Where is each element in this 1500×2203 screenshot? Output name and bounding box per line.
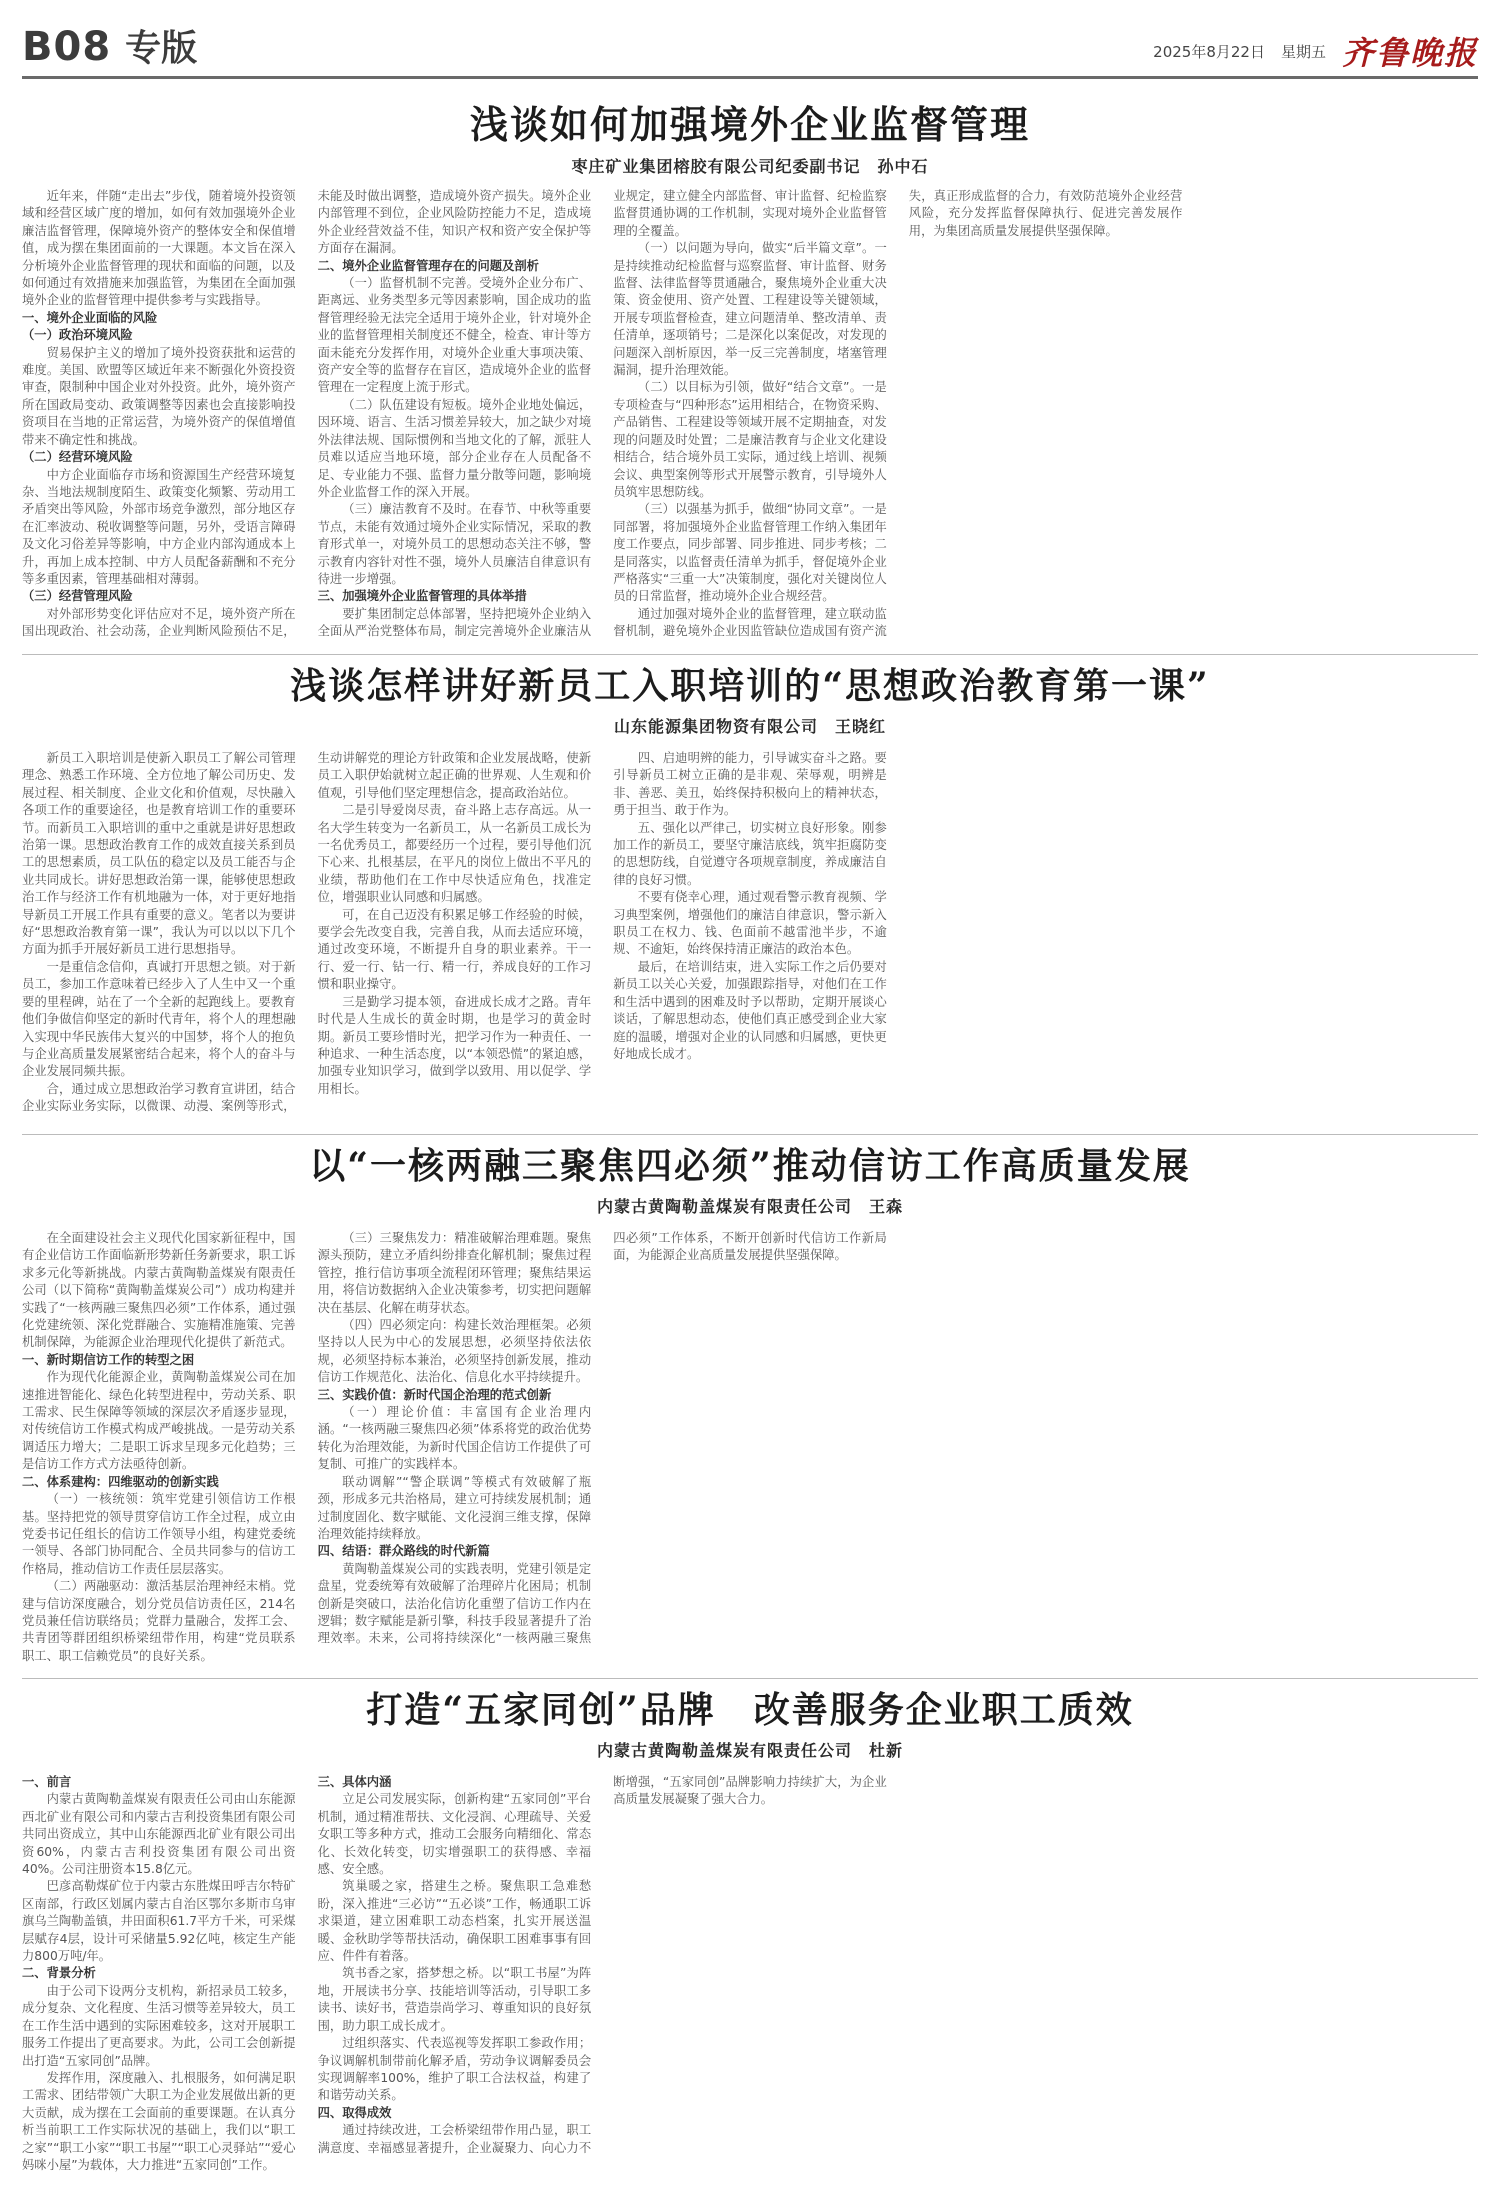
article-body [22,1774,1478,2178]
body-paragraph: 在全面建设社会主义现代化国家新征程中，国有企业信访工作面临新形势新任务新要求，职工诉求多元化等新挑战。内蒙古黄陶勒盖煤炭有限责任公司（以下简称“黄陶勒盖煤炭公司”）成功构建并实践了“一核两融三聚焦四必须”工作体系，通过强化党建统领、深化党群融合、实施精准施策、完善机制保障，为能源企业治理现代化提供了新范式。 [22,1231,296,1350]
masthead [22,14,1478,79]
section-subheading: 二、体系建构：四维驱动的创新实践 [22,1474,219,1489]
body-paragraph: 由于公司下设两分支机构，新招录员工较多，成分复杂、文化程度、生活习惯等差异较大，员工在工作生活中遇到的实际困难较多，这对开展职工服务工作提出了更高要求。为此，公司工会创新提出打造“五家同创”品牌。 [22,1983,296,2068]
article-headline: 浅谈怎样讲好新员工入职培训的“思想政治教育第一课” [290,665,1210,707]
body-paragraph: 贸易保护主义的增加了境外投资获批和运营的难度。美国、欧盟等区域近年来不断强化外资投资审查，限制种中国企业对外投资。此外，境外资产所在国政局变动、政策调整等因素也会直接影响投资项目在当地的正常运营，为境外资产的保值增值带来不确定性和挑战。 [22,345,296,447]
body-paragraph: 最后，在培训结束，进入实际工作之后仍要对新员工以关心关爱，加强跟踪指导，对他们在工作和生活中遇到的困难及时予以帮助，定期开展谈心谈话，了解思想动态，使他们真正感受到企业大家庭的温暖，增强对企业的认同感和归属感，更快更好地成长成才。 [613,959,887,1061]
article-byline: 内蒙古黄陶勒盖煤炭有限责任公司 杜新 [596,1741,903,1760]
body-paragraph: （二）两融驱动：激活基层治理神经末梢。党建与信访深度融合，划分党员信访责任区，214名党员兼任信访联络员；党群力量融合，发挥工会、共青团等群团组织桥梁纽带作用，构建“党员联系职工、职工信赖党员”的良好关系。 [22,1579,296,1663]
page-code: B08 [22,24,112,70]
body-paragraph: 中方企业面临存市场和资源国生产经营环境复杂、当地法规制度陌生、政策变化频繁、劳动用工矛盾突出等风险，外部市场竞争激烈，部分地区存在汇率波动、税收调整等问题，另外，受语言障碍及文化习俗差异等影响，中方企业内部沟通成本上升，再加上成本控制、中方人员配备薪酬和不充分等多重因素，管理基础相对薄弱。 [22,467,296,586]
body-paragraph: 内蒙古黄陶勒盖煤炭有限责任公司由山东能源西北矿业有限公司和内蒙古吉利投资集团有限公司共同出资成立，其中山东能源西北矿业有限公司出资60%，内蒙古吉利投资集团有限公司出资40%。公司注册资本15.8亿元。 [22,1792,296,1877]
body-paragraph: 一是重信念信仰，真诚打开思想之锁。对于新员工，参加工作意味着已经步入了人生中又一个重要的里程碑，站在了一个全新的起跑线上。要教育他们争做信仰坚定的新时代青年，将个人的理想融入实现中华民族伟大复兴的中国梦，将个人的抱负与企业高质量发展紧密结合起来，将个人的奋斗与企业发展同频共振。 [22,959,296,1079]
body-paragraph: （三）廉洁教育不及时。在春节、中秋等重要节点，未能有效通过境外企业实际情况，采取的教育形式单一，对境外员工的思想动态关注不够，警示教育内容针对性不强，境外人员廉洁自律意识有待进一步增强。 [317,502,592,586]
body-paragraph: 二是引导爱岗尽责，奋斗路上志存高远。从一名大学生转变为一名新员工，从一名新员工成长为一名优秀员工，都要经历一个过程，要引导他们沉下心来、扎根基层，在平凡的岗位上做出不平凡的业绩，帮助他们在工作中尽快适应角色，找准定位，增强职业认同感和归属感。 [317,803,592,905]
article-byline: 枣庄矿业集团榕胶有限公司纪委副书记 孙中石 [571,157,929,176]
body-paragraph: 巴彦高勒煤矿位于内蒙古东胜煤田呼吉尔特矿区南部，行政区划属内蒙古自治区鄂尔多斯市乌审旗乌兰陶勒盖镇，井田面积61.7平方千米，可采煤层赋存4层，设计可采储量5.92亿吨，核定生产能力800万吨/年。 [22,1879,296,1964]
body-paragraph: 三是勤学习提本领，奋进成长成才之路。青年时代是人生成长的黄金时期，也是学习的黄金时期。新员工要珍惜时光，把学习作为一种责任、一种追求、一种生活态度，以“本领恐慌”的紧迫感，加强专业知识学习，做到学以致用、用以促学、学用相长。 [317,994,592,1096]
paper-logo: 齐鲁晚报 [1341,34,1478,72]
article-body [22,750,1478,1124]
article-4 [22,1688,1478,2188]
masthead-left [22,20,197,71]
article-1 [22,102,1478,650]
body-paragraph: （一）一核统领：筑牢党建引领信访工作根基。坚持把党的领导贯穿信访工作全过程，成立由党委书记任组长的信访工作领导小组，构建党委统一领导、各部门协同配合、全员共同参与的信访工作格局，推动信访工作责任层层落实。 [22,1492,296,1576]
body-paragraph: （二）队伍建设有短板。境外企业地处偏远，因环境、语言、生活习惯差异较大，加之缺少对境外法律法规、国际惯例和当地文化的了解，派驻人员难以适应当地环境，部分企业存在人员配备不足、专业能力不强、监督力量分散等问题，影响境外企业监督工作的深入开展。 [317,397,592,499]
body-paragraph: 合，通过成立思想政治学习教育宣讲团，结合企业实际业务实际，以微课、动漫、案例等形式，生动讲解党的理论方针政策和企业发展战略，使新员工入职伊始就树立起正确的世界观、人生观和价值观，引导他们坚定理想信念，提高政治站位。 [22,751,592,1114]
body-paragraph: 通过加强对境外企业的监督管理，建立联动监督机制，避免境外企业因监管缺位造成国有资产流失，真正形成监督的合力，有效防范境外企业经营风险，充分发挥监督保障执行、促进完善发展作用，为集团高质量发展提供坚强保障。 [613,189,1183,639]
body-paragraph: 五、强化以严律己，切实树立良好形象。刚参加工作的新员工，要坚守廉洁底线，筑牢拒腐防变的思想防线，自觉遵守各项规章制度，养成廉洁自律的良好习惯。 [613,820,887,887]
section-name: 专版 [125,28,198,69]
body-paragraph: 作为现代化能源企业，黄陶勒盖煤炭公司在加速推进智能化、绿色化转型进程中，劳动关系、职工需求、民生保障等领域的深层次矛盾逐步显现，对传统信访工作模式构成严峻挑战。一是劳动关系调适压力增大；二是职工诉求呈现多元化趋势；三是信访工作方式方法亟待创新。 [22,1370,296,1472]
article-byline: 山东能源集团物资有限公司 王晓红 [613,717,886,736]
section-subheading: 三、实践价值：新时代国企治理的范式创新 [317,1387,552,1402]
body-paragraph: 筑书香之家，搭梦想之桥。以“职工书屋”为阵地，开展读书分享、技能培训等活动，引导职工多读书、读好书，营造崇尚学习、尊重知识的良好氛围，助力职工成长成才。 [317,1966,592,2033]
body-paragraph: 筑巢暖之家，搭建生之桥。聚焦职工急难愁盼，深入推进“三必访”“五必谈”工作，畅通职工诉求渠道，建立困难职工动态档案，扎实开展送温暖、金秋助学等帮扶活动，确保职工困难事事有回应、件件有着落。 [317,1879,592,1964]
section-subheading: 四、取得成效 [317,2105,392,2120]
section-subheading: 二、境外企业监督管理存在的问题及剖析 [317,258,539,273]
article-3 [22,1144,1478,1674]
section-subheading: （二）经营环境风险 [22,450,133,465]
body-paragraph: 新员工入职培训是使新入职员工了解公司管理理念、熟悉工作环境、全方位地了解公司历史、发展过程、相关制度、企业文化和价值观，尽快融入各项工作的重要途径，也是教育培训工作的重要环节。而新员工入职培训的重中之重就是讲好思想政治第一课。思想政治教育工作的成效直接关系到员工的思想素质，员工队伍的稳定以及员工能否与企业共同成长。讲好思想政治第一课，能够使思想政治工作与经济工作有机地融为一体，对于更好地指导新员工开展工作具有重要的意义。笔者以为要讲好“思想政治教育第一课”，我认为可以以以下几个方面为抓手开展好新员工进行思想指导。 [22,751,296,957]
section-subheading: 三、具体内涵 [317,1775,392,1789]
body-paragraph: （四）四必须定向：构建长效治理框架。必须坚持以人民为中心的发展思想，必须坚持依法依规，必须坚持标本兼治，必须坚持创新发展，推动信访工作规范化、法治化、信息化水平持续提升。 [317,1318,592,1385]
body-paragraph: 黄陶勒盖煤炭公司的实践表明，党建引领是定盘星，党委统筹有效破解了治理碎片化困局；机制创新是突破口，法治化信访化重塑了信访工作内在逻辑；数字赋能是新引擎，科技手段显著提升了治理效率。未来，公司将持续深化“一核两融三聚焦四必须”工作体系，不断开创新时代信访工作新局面，为能源企业高质量发展提供坚强保障。 [317,1231,887,1646]
article-byline: 内蒙古黄陶勒盖煤炭有限责任公司 王森 [596,1197,903,1216]
body-paragraph: （二）以目标为引领，做好“结合文章”。一是专项检查与“四种形态”运用相结合，在物资采购、产品销售、工程建设等领域开展不定期抽查，对发现的问题及时处置；二是廉洁教育与企业文化建设相结合，结合境外员工实际，通过线上培训、视频会议、典型案例等形式开展警示教育，引导境外人员筑牢思想防线。 [613,380,887,499]
section-subheading: 一、前言 [22,1775,72,1789]
article-headline: 浅谈如何加强境外企业监督管理 [469,102,1030,147]
body-paragraph: 四、启迪明辨的能力，引导诚实奋斗之路。要引导新员工树立正确的是非观、荣辱观，明辨是非、善恶、美丑，始终保持积极向上的精神状态，勇于担当、敢于作为。 [613,751,887,818]
section-subheading: 二、背景分析 [22,1966,96,1981]
section-subheading: 四、结语：群众路线的时代新篇 [317,1544,490,1559]
body-paragraph: 对外部形势变化评估应对不足，境外资产所在国出现政治、社会动荡，企业判断风险预估不足，未能及时做出调整，造成境外资产损失。境外企业内部管理不到位，企业风险防控能力不足，造成境外企业经营效益不佳，知识产权和资产安全保护等方面存在漏洞。 [22,189,592,639]
masthead-right [1153,28,1478,74]
article-divider [22,1678,1478,1679]
body-paragraph: 通过持续改进，工会桥梁纽带作用凸显，职工满意度、幸福感显著提升，企业凝聚力、向心力不断增强，“五家同创”品牌影响力持续扩大，为企业高质量发展凝聚了强大合力。 [317,1775,887,2155]
article-headline: 以“一核两融三聚焦四必须”推动信访工作高质量发展 [309,1145,1191,1187]
section-subheading: （一）政治环境风险 [22,328,133,343]
body-paragraph: 发挥作用，深度融入、扎根服务，如何满足职工需求、团结带领广大职工为企业发展做出新的更大贡献，成为摆在工会面前的重要课题。在认真分析当前职工工作实际状况的基础上，我们以“职工之家”“职工小家”“职工书屋”“职工心灵驿站”“爱心妈咪小屋”为载体，大力推进“五家同创”工作。 [22,2070,296,2172]
article-divider [22,654,1478,655]
article-divider [22,1134,1478,1135]
section-subheading: 一、境外企业面临的风险 [22,310,158,325]
article-body [22,188,1478,644]
body-paragraph: （一）监督机制不完善。受境外企业分布广、距离远、业务类型多元等因素影响，国企成功的监督管理经验无法完全适用于境外企业，针对境外企业的监督管理相关制度还不健全，检查、审计等方面未能充分发挥作用，对境外企业重大事项决策、资产安全等的监督存在盲区，造成境外企业的监督管理在一定程度上流于形式。 [317,276,592,395]
section-subheading: 一、新时期信访工作的转型之困 [22,1352,195,1367]
body-paragraph: 过组织落实、代表巡视等发挥职工参政作用；争议调解机制带前化解矛盾，劳动争议调解委员会实现调解率100%，维护了职工合法权益，构建了和谐劳动关系。 [317,2036,592,2103]
body-paragraph: 近年来，伴随“走出去”步伐，随着境外投资领域和经营区域广度的增加，如何有效加强境外企业廉洁监督管理，保障境外资产的整体安全和保值增值，成为摆在集团面前的一大课题。本文旨在深入分析境外企业监督管理的现状和面临的问题，以及如何通过有效措施来加强监管，为集团在全面加强境外企业的监督管理中提供参考与实践指导。 [22,189,296,308]
body-paragraph: （一）以问题为导向，做实“后半篇文章”。一是持续推动纪检监督与巡察监督、审计监督、财务监督、法律监督等贯通融合，聚焦境外企业重大决策、资金使用、资产处置、工程建设等关键领域，开展专项监督检查，建立问题清单、整改清单、责任清单，逐项销号；二是深化以案促改，对发现的问题深入剖析原因，举一反三完善制度，堵塞管理漏洞，提升治理效能。 [613,241,887,378]
body-paragraph: 要扩集团制定总体部署，坚持把境外企业纳入全面从严治党整体布局，制定完善境外企业廉洁从业规定，建立健全内部监督、审计监督、纪检监察监督贯通协调的工作机制，实现对境外企业监督管理的全覆盖。 [317,189,887,639]
body-paragraph: 联动调解”“警企联调”等模式有效破解了瓶颈，形成多元共治格局，建立可持续发展机制；通过制度固化、数字赋能、文化浸润三维支撑，保障治理效能持续释放。 [317,1474,592,1541]
issue-date: 2025年8月22日 [1153,42,1265,61]
body-paragraph: （三）以强基为抓手，做细“协同文章”。一是同部署，将加强境外企业监督管理工作纳入集团年度工作要点，同步部署、同步推进、同步考核；二是同落实，以监督责任清单为抓手，督促境外企业严格落实“三重一大”决策制度，强化对关键岗位人员的日常监督，推动境外企业合规经营。 [613,502,887,604]
article-headline: 打造“五家同创”品牌 改善服务企业职工质效 [366,1689,1134,1731]
article-2 [22,664,1478,1130]
body-paragraph: （三）三聚焦发力：精准破解治理难题。聚焦源头预防，建立矛盾纠纷排查化解机制；聚焦过程管控，推行信访事项全流程闭环管理；聚焦结果运用，将信访数据纳入企业决策参考，切实把问题解决在基层、化解在萌芽状态。 [317,1231,592,1315]
body-paragraph: （一）理论价值：丰富国有企业治理内涵。“一核两融三聚焦四必须”体系将党的政治优势转化为治理效能，为新时代国企信访工作提供了可复制、可推广的实践样本。 [317,1405,592,1472]
body-paragraph: 可，在自己迈没有积累足够工作经验的时候，要学会先改变自我，完善自我，从而去适应环境，通过改变环境，不断提升自身的职业素养。干一行、爱一行、钻一行、精一行，养成良好的工作习惯和职业操守。 [317,907,592,992]
section-subheading: （三）经营管理风险 [22,589,133,604]
body-paragraph: 立足公司发展实际，创新构建“五家同创”平台机制，通过精准帮扶、文化浸润、心理疏导、关爱女职工等多种方式，推动工会服务向精细化、常态化、长效化转变，切实增强职工的获得感、幸福感、安全感。 [317,1792,592,1877]
body-paragraph: 不要有侥幸心理，通过观看警示教育视频、学习典型案例，增强他们的廉洁自律意识，警示新入职员工在权力、钱、色面前不越雷池半步，不逾规、不逾矩，始终保持清正廉洁的政治本色。 [613,890,887,957]
article-body [22,1230,1478,1670]
section-subheading: 三、加强境外企业监督管理的具体举措 [317,589,527,604]
issue-weekday: 星期五 [1280,42,1326,61]
